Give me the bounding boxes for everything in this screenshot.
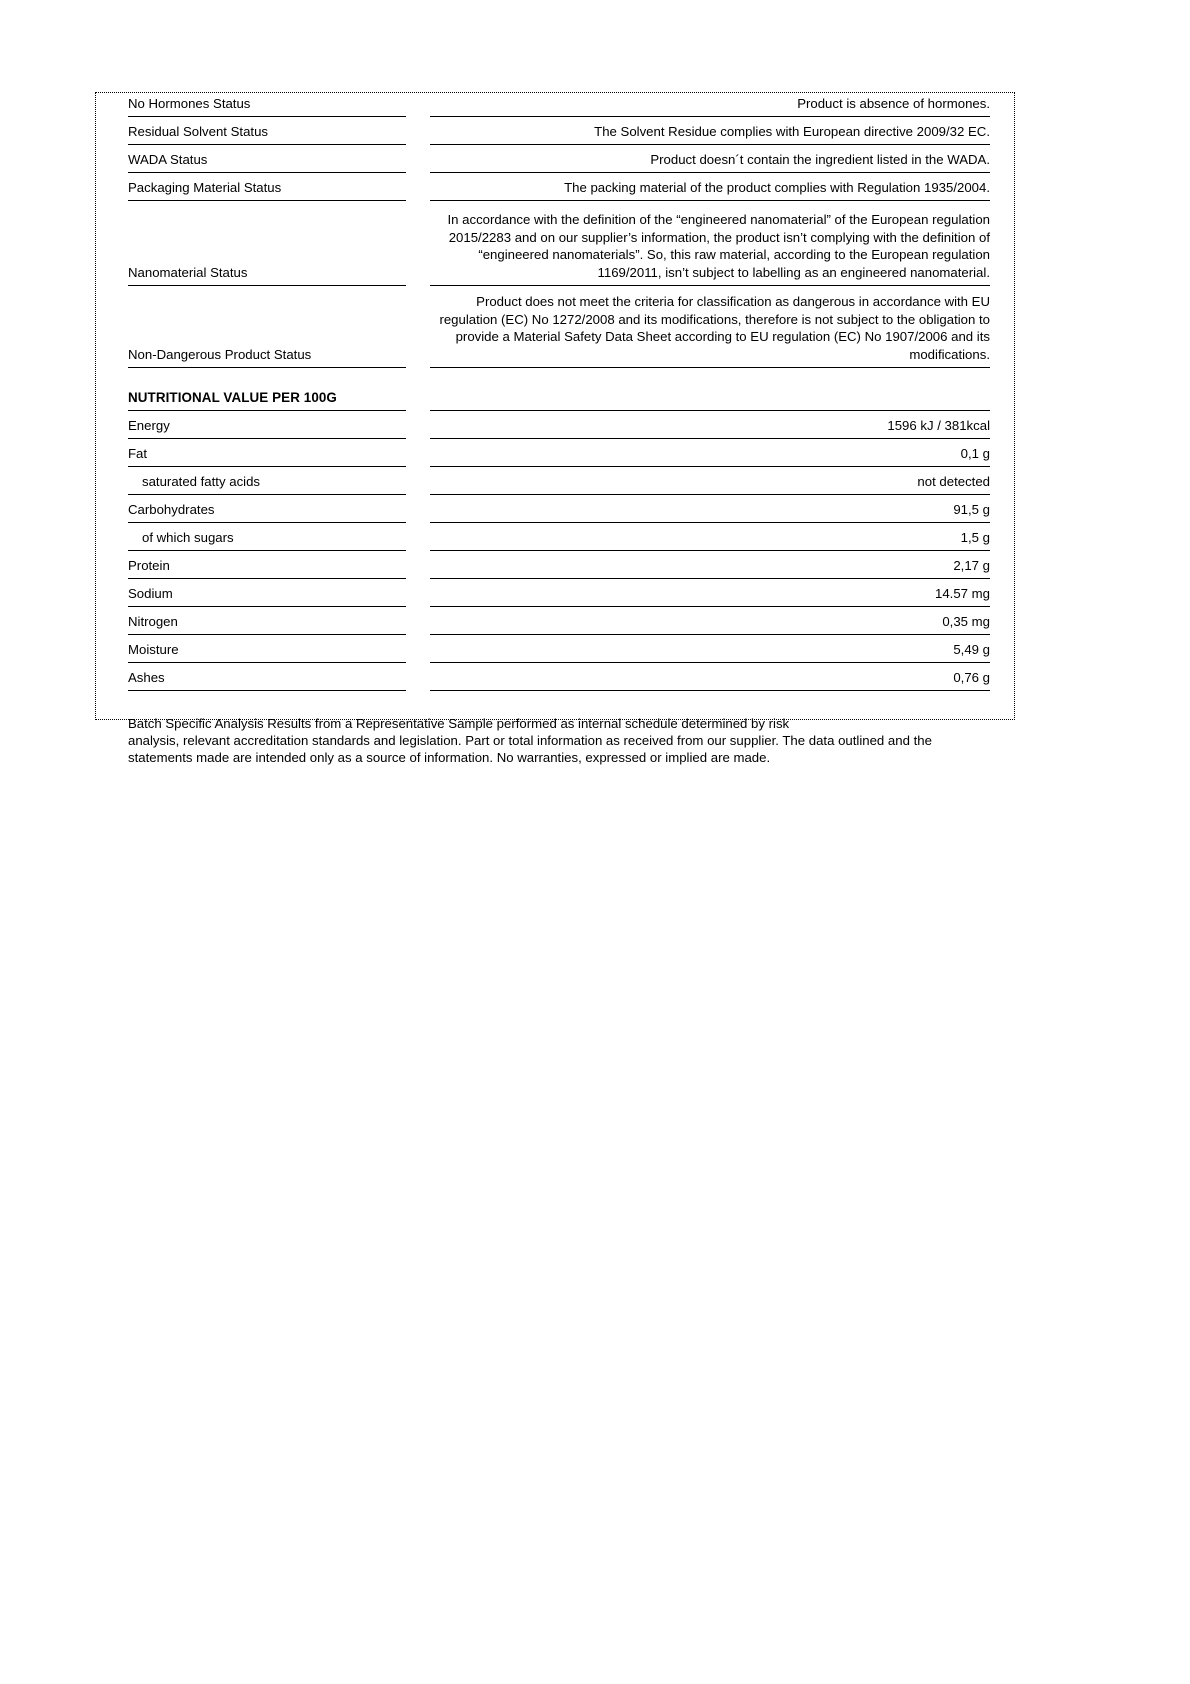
row-value: 14.57 mg xyxy=(430,586,990,607)
document-content xyxy=(128,96,990,766)
row-value: 0,76 g xyxy=(430,670,990,691)
status-row xyxy=(128,96,990,117)
row-label: Non-Dangerous Product Status xyxy=(128,347,406,368)
status-paragraph-row xyxy=(128,293,990,368)
nutritional-table-header-row xyxy=(128,390,990,411)
nutritional-row xyxy=(128,474,990,495)
row-value: not detected xyxy=(430,474,990,495)
row-label: Fat xyxy=(128,446,406,467)
row-label: No Hormones Status xyxy=(128,96,406,117)
row-label: WADA Status xyxy=(128,152,406,173)
row-label: Moisture xyxy=(128,642,406,663)
nutritional-row xyxy=(128,670,990,691)
nutritional-row xyxy=(128,614,990,635)
row-label: Ashes xyxy=(128,670,406,691)
row-label: Energy xyxy=(128,418,406,439)
row-label: Sodium xyxy=(128,586,406,607)
row-label: Packaging Material Status xyxy=(128,180,406,201)
row-value: Product doesn´t contain the ingredient listed in the WADA. xyxy=(430,152,990,173)
status-row xyxy=(128,180,990,201)
row-value: The Solvent Residue complies with European directive 2009/32 EC. xyxy=(430,124,990,145)
row-value: In accordance with the definition of the “engineered nanomaterial” of the European regulation 2015/2283 and on our supplier’s information, the product isn’t complying with the definition of “engineered nanomaterials”. So, this raw material, according to the European regulation 1169/2011, isn’t subject to labelling as an engineered nanomaterial. xyxy=(430,211,990,286)
nutritional-row xyxy=(128,502,990,523)
nutritional-rows-section xyxy=(128,418,990,691)
nutritional-row xyxy=(128,418,990,439)
status-row xyxy=(128,124,990,145)
row-value: Product does not meet the criteria for classification as dangerous in accordance with EU regulation (EC) No 1272/2008 and its modifications, therefore is not subject to the obligation to provide a Material Safety Data Sheet according to EU regulation (EC) No 1907/2006 and its modifications. xyxy=(430,293,990,368)
row-value: 5,49 g xyxy=(430,642,990,663)
nutritional-row xyxy=(128,530,990,551)
row-value: 2,17 g xyxy=(430,558,990,579)
nutritional-row xyxy=(128,446,990,467)
row-label: saturated fatty acids xyxy=(128,474,406,495)
nutritional-row xyxy=(128,586,990,607)
status-row xyxy=(128,152,990,173)
row-value: 1596 kJ / 381kcal xyxy=(430,418,990,439)
row-label: Residual Solvent Status xyxy=(128,124,406,145)
row-value: 0,1 g xyxy=(430,446,990,467)
section-spacer xyxy=(128,368,990,390)
footer-disclaimer xyxy=(128,715,988,766)
status-rows-section xyxy=(128,96,990,201)
paragraph-rows-section xyxy=(128,211,990,368)
row-value: 0,35 mg xyxy=(430,614,990,635)
nutritional-table-title: NUTRITIONAL VALUE PER 100G xyxy=(128,390,406,411)
row-label: Protein xyxy=(128,558,406,579)
footer-line-3: statements made are intended only as a source of information. No warranties, expressed or implied are made. xyxy=(128,750,771,765)
nutritional-row xyxy=(128,558,990,579)
footer-line-2: analysis, relevant accreditation standards and legislation. Part or total information as received from our supplier. The data outlined and the xyxy=(128,733,932,748)
row-value: The packing material of the product complies with Regulation 1935/2004. xyxy=(430,180,990,201)
row-label: Nanomaterial Status xyxy=(128,265,406,286)
nutritional-row xyxy=(128,642,990,663)
row-label: of which sugars xyxy=(128,530,406,551)
row-label: Carbohydrates xyxy=(128,502,406,523)
footer-line-1: Batch Specific Analysis Results from a Representative Sample performed as internal schedule determined by risk xyxy=(128,716,790,731)
status-paragraph-row xyxy=(128,211,990,286)
row-value: 1,5 g xyxy=(430,530,990,551)
row-value: Product is absence of hormones. xyxy=(430,96,990,117)
row-label: Nitrogen xyxy=(128,614,406,635)
nutritional-table-header-value xyxy=(430,405,990,411)
row-value: 91,5 g xyxy=(430,502,990,523)
